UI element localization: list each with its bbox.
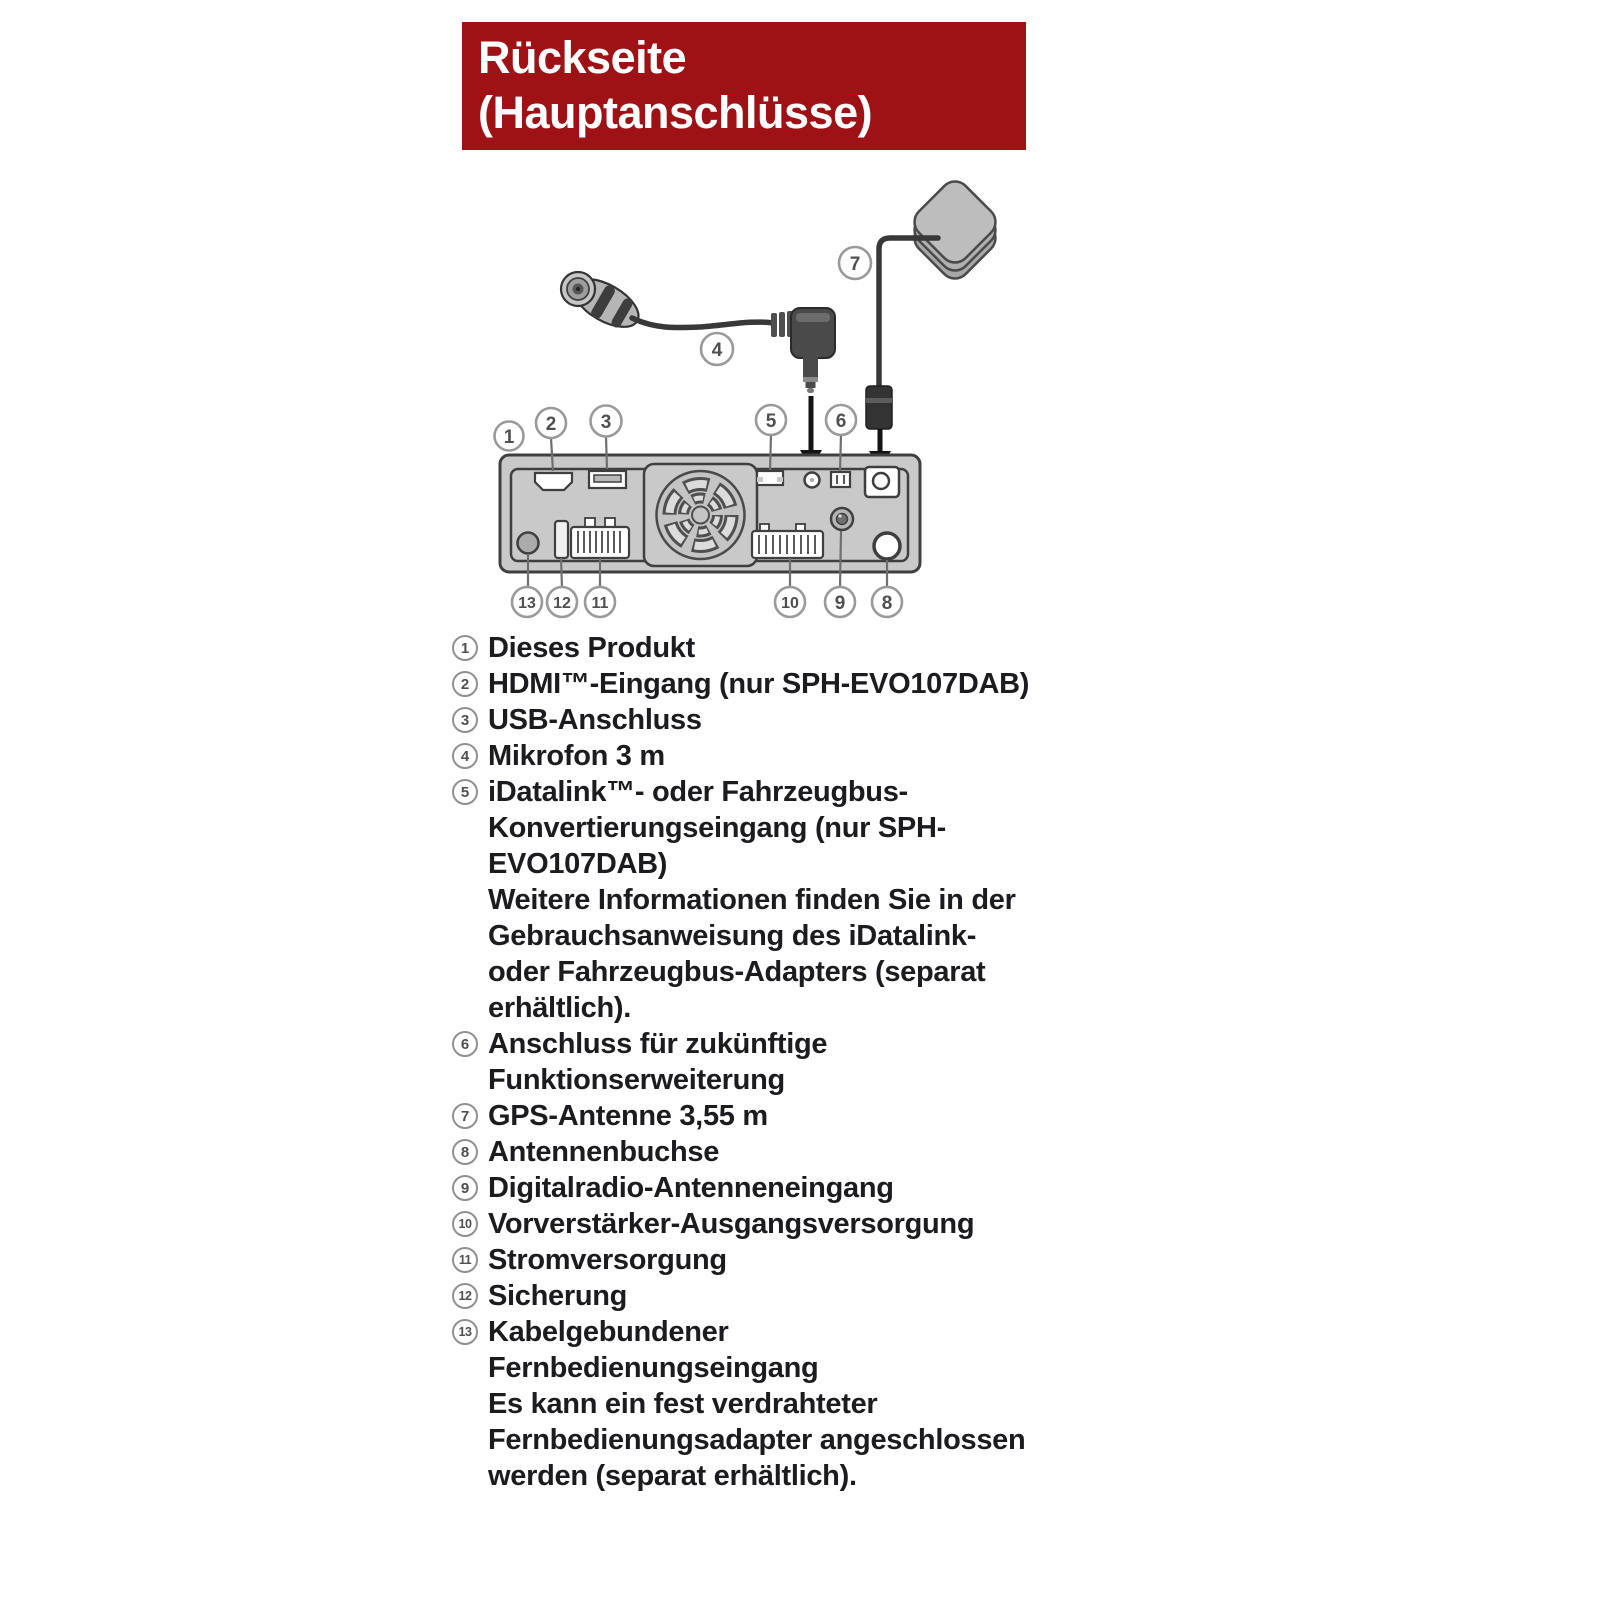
legend-item-number: 8 — [452, 1139, 478, 1165]
legend-item-text: USB-Anschluss — [488, 704, 702, 736]
mic-plug-highlight — [796, 313, 830, 322]
callout-10 — [775, 587, 805, 617]
legend-item-text: Stromversorgung — [488, 1244, 727, 1276]
mic-plug-shaft — [803, 356, 818, 377]
microphone-head-dot — [576, 287, 580, 291]
callout-4 — [701, 333, 733, 365]
callout-9 — [825, 587, 855, 617]
callout-2-label: 2 — [545, 414, 557, 435]
expansion-connector — [831, 472, 850, 487]
callout-5 — [756, 405, 786, 435]
mic-plug-ridge — [771, 313, 777, 337]
idatalink-notch-right — [777, 477, 783, 482]
fan-hub — [692, 507, 709, 524]
idatalink-notch-left — [757, 477, 763, 482]
legend-item-number: 12 — [452, 1283, 478, 1309]
callout-9-label: 9 — [834, 593, 846, 614]
microphone-cable — [632, 318, 773, 328]
callout-1 — [495, 422, 524, 451]
legend-item-number: 9 — [452, 1175, 478, 1201]
gps-cable-connector-band — [866, 398, 892, 403]
legend-item-number: 3 — [452, 707, 478, 733]
callout-12 — [547, 587, 577, 617]
callout-2 — [536, 408, 566, 438]
rear-panel-diagram — [440, 158, 1080, 630]
mic-jack-center — [810, 478, 814, 482]
cooling-fan — [644, 464, 757, 566]
legend-item — [452, 1170, 1092, 1206]
legend-item-text: iDatalink™- oder Fahrzeugbus- Konvertierungseingang (nur SPH- EVO107DAB) Weitere Informationen finden Sie in der Gebrauchsanweisung des iDatalink- oder Fahrzeugbus-Adapters (separat erhältlich). — [488, 776, 1016, 1024]
callout-10-label: 10 — [781, 595, 799, 612]
rear-panel — [500, 455, 920, 572]
callout-13 — [512, 587, 542, 617]
fuse — [555, 521, 568, 558]
legend-item-text: HDMI™-Eingang (nur SPH-EVO107DAB) — [488, 668, 1030, 700]
usb-port — [589, 471, 626, 488]
callout-6-label: 6 — [835, 411, 847, 432]
mic-plug-ridge — [779, 312, 785, 337]
callout-7 — [839, 247, 871, 279]
legend-item-text: GPS-Antenne 3,55 m — [488, 1100, 768, 1132]
callout-8-label: 8 — [881, 593, 893, 614]
legend-item-number: 13 — [452, 1319, 478, 1345]
dab-antenna-input — [831, 508, 853, 530]
gps-antenna-body — [908, 175, 1001, 268]
idatalink-connector — [757, 471, 783, 485]
mic-plug-sleeve — [806, 382, 816, 388]
mic-jack — [805, 473, 820, 488]
callout-6 — [826, 405, 856, 435]
leader-5 — [770, 435, 771, 470]
legend-item-number: 10 — [452, 1211, 478, 1237]
legend-item-number: 4 — [452, 743, 478, 769]
callout-5-label: 5 — [765, 411, 777, 432]
legend-item — [452, 1026, 1092, 1098]
antenna-socket — [874, 533, 900, 559]
gps-antenna — [866, 175, 1002, 470]
gps-cable-connector — [866, 386, 892, 429]
legend-item-number: 6 — [452, 1031, 478, 1057]
callout-7-label: 7 — [849, 254, 861, 275]
legend-item-text: Dieses Produkt — [488, 632, 695, 664]
legend-item — [452, 702, 1092, 738]
legend-item — [452, 666, 1092, 702]
callout-12-label: 12 — [553, 595, 571, 612]
callout-1-label: 1 — [503, 427, 515, 448]
legend-item-text: Digitalradio-Antenneneingang — [488, 1172, 894, 1204]
legend-item — [452, 1278, 1092, 1314]
legend-item-number: 11 — [452, 1247, 478, 1273]
hdmi-port — [535, 473, 572, 490]
legend-item — [452, 1134, 1092, 1170]
section-title-banner — [462, 22, 1026, 150]
dab-input-highlight — [838, 514, 841, 517]
legend-item — [452, 1098, 1092, 1134]
callout-11-label: 11 — [591, 595, 609, 612]
legend — [452, 630, 1092, 1494]
dab-input-inner — [837, 514, 848, 525]
legend-item — [452, 1242, 1092, 1278]
leader-12 — [561, 558, 562, 588]
section-title-line1: Rückseite — [478, 32, 687, 83]
legend-item-text: Antennenbuchse — [488, 1136, 720, 1168]
callout-11 — [585, 587, 615, 617]
gps-antenna-socket — [865, 467, 899, 497]
callout-8 — [872, 587, 902, 617]
gps-socket-hole — [873, 473, 889, 489]
legend-item-number: 7 — [452, 1103, 478, 1129]
section-title-line2: (Hauptanschlüsse) — [478, 87, 873, 138]
legend-item — [452, 1314, 1092, 1494]
legend-item-number: 1 — [452, 635, 478, 661]
legend-item-text: Anschluss für zukünftige Funktionserweiterung — [488, 1028, 828, 1096]
usb-port-tongue — [594, 475, 621, 482]
mic-plug-tip — [807, 388, 814, 393]
leader-3 — [606, 437, 607, 469]
legend-item — [452, 630, 1092, 666]
legend-item-text: Kabelgebundener Fernbedienungseingang Es kann ein fest verdrahteter Fernbedienungsadapter angeschlossen werden (separat erhältlich). — [488, 1316, 1026, 1492]
leader-6 — [840, 435, 841, 471]
legend-item-number: 5 — [452, 779, 478, 805]
expansion-connector-body — [831, 472, 850, 487]
callout-3-label: 3 — [600, 412, 612, 433]
leader-9 — [840, 531, 841, 588]
callout-3 — [591, 406, 622, 437]
callout-4-label: 4 — [711, 340, 723, 361]
remote-input-jack — [518, 533, 539, 554]
mic-plug-ring — [803, 377, 818, 382]
legend-item — [452, 774, 1092, 1026]
legend-item — [452, 1206, 1092, 1242]
legend-item-text: Sicherung — [488, 1280, 628, 1312]
legend-item-text: Mikrofon 3 m — [488, 740, 665, 772]
legend-item-number: 2 — [452, 671, 478, 697]
mic-plug — [771, 308, 835, 393]
microphone — [561, 269, 835, 469]
legend-item — [452, 738, 1092, 774]
callout-13-label: 13 — [518, 595, 536, 612]
legend-item-text: Vorverstärker-Ausgangsversorgung — [488, 1208, 975, 1240]
